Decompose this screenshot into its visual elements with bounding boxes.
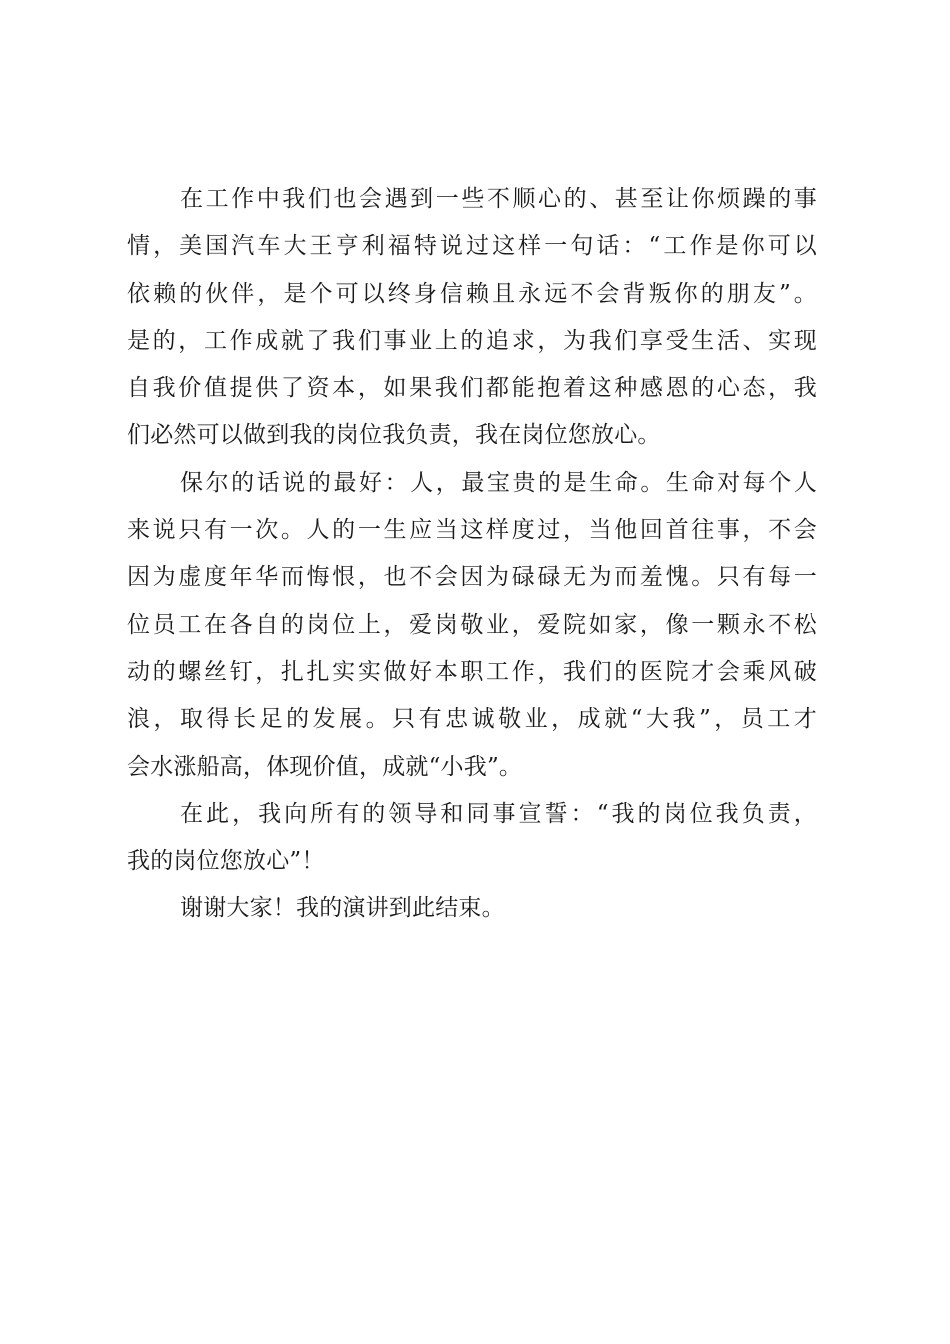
- text-line: 在此，我向所有的领导和同事宣誓：“我的岗位我负责，: [180, 800, 817, 827]
- paragraph-life-value: [127, 460, 817, 791]
- text-line: 们必然可以做到我的岗位我负责，我在岗位您放心。: [127, 422, 661, 449]
- text-line: 动的螺丝钉，扎扎实实做好本职工作，我们的医院才会乘风破: [127, 658, 817, 685]
- text-line: 来说只有一次。人的一生应当这样度过，当他回首往事，不会: [127, 517, 817, 544]
- text-line: 因为虚度年华而悔恨，也不会因为碌碌无为而羞愧。只有每一: [127, 564, 817, 591]
- paragraph-closing: [127, 885, 817, 932]
- text-line: 谢谢大家！我的演讲到此结束。: [180, 895, 505, 922]
- paragraph-work-gratitude: [127, 176, 817, 460]
- text-line: 是的，工作成就了我们事业上的追求，为我们享受生活、实现: [127, 327, 817, 354]
- text-line: 情，美国汽车大王亨利福特说过这样一句话：“工作是你可以: [127, 233, 817, 260]
- text-line: 依赖的伙伴，是个可以终身信赖且永远不会背叛你的朋友”。: [127, 280, 817, 307]
- text-line: 我的岗位您放心”！: [127, 848, 325, 875]
- paragraph-oath: [127, 791, 817, 886]
- text-line: 位员工在各自的岗位上，爱岗敬业，爱院如家，像一颗永不松: [127, 611, 817, 638]
- text-line: 会水涨船高，体现价值，成就“小我”。: [127, 753, 523, 780]
- text-line: 保尔的话说的最好：人，最宝贵的是生命。生命对每个人: [180, 469, 817, 496]
- text-line: 浪，取得长足的发展。只有忠诚敬业，成就“大我”，员工才: [127, 706, 817, 733]
- document-body: [127, 176, 817, 933]
- text-line: 自我价值提供了资本，如果我们都能抱着这种感恩的心态，我: [127, 375, 817, 402]
- text-line: 在工作中我们也会遇到一些不顺心的、甚至让你烦躁的事: [180, 186, 817, 212]
